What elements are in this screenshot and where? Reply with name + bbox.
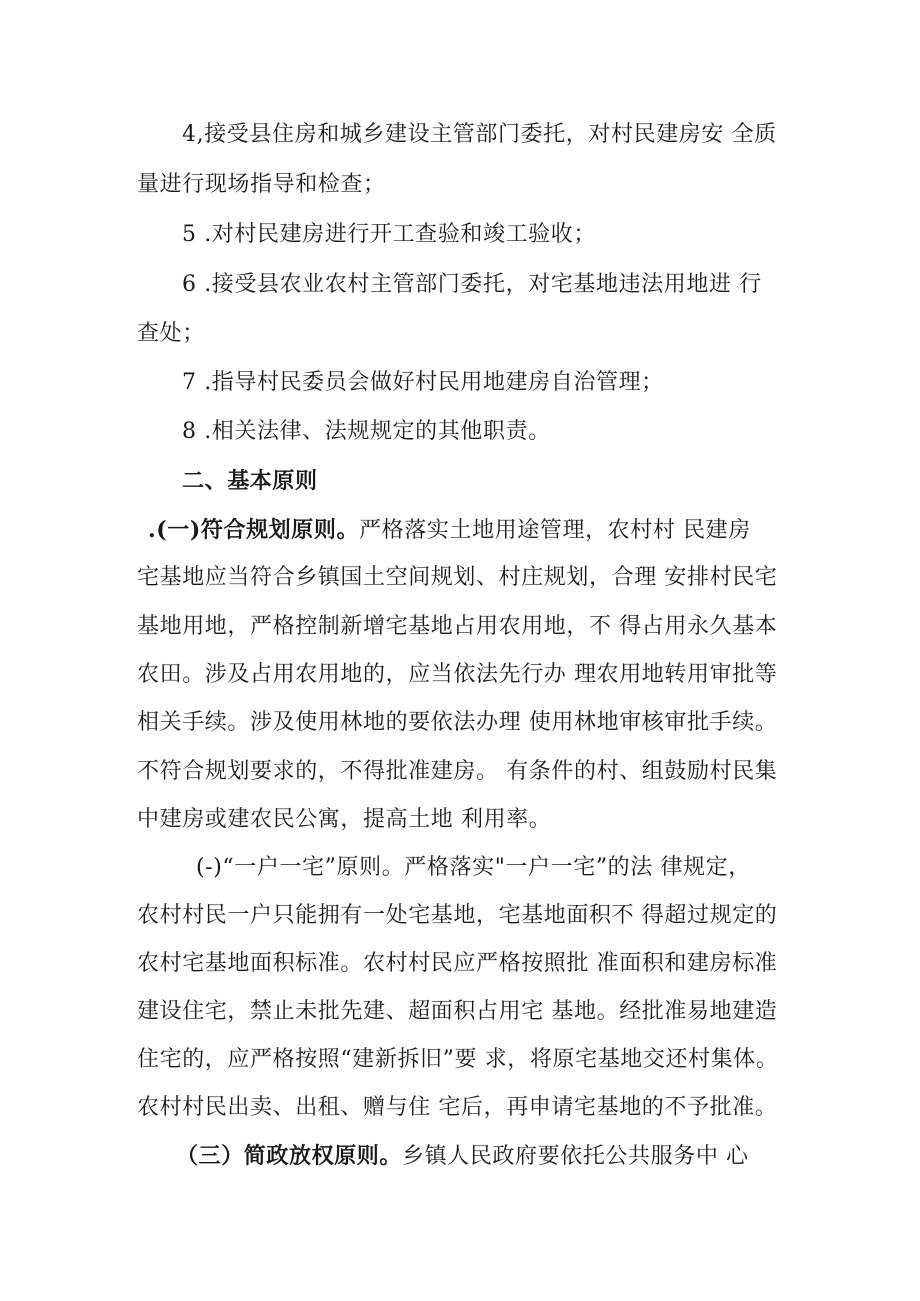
paragraph-line: 农村宅基地面积标准。农村村民应严格按照批 准面积和建房标准 <box>137 951 778 976</box>
principle-1-line <box>148 515 751 546</box>
paragraph-line: 建设住宅，禁止未批先建、超面积占用宅 基地。经批准易地建造 <box>137 999 778 1024</box>
principle-1-heading: .(一)符合规划原则。 <box>148 517 360 543</box>
paragraph-line: 农村村民出卖、出租、赠与住 宅后，再申请宅基地的不予批准。 <box>137 1095 778 1120</box>
principle-1-text: 严格落实土地用途管理，农村村 民建房 <box>359 518 751 543</box>
paragraph-line: (-)“一户一宅”原则。严格落实"一户一宅”的法 律规定， <box>196 855 751 880</box>
paragraph-line: 8 .相关法律、法规规定的其他职责。 <box>182 419 551 444</box>
paragraph-line: 宅基地应当符合乡镇国土空间规划、村庄规划，合理 安排村民宅 <box>137 565 778 590</box>
paragraph-line: 农村村民一户只能拥有一处宅基地，宅基地面积不 得超过规定的 <box>137 903 778 928</box>
principle-3-line <box>176 1141 749 1172</box>
paragraph-line: 7 .指导村民委员会做好村民用地建房自治管理； <box>182 370 664 395</box>
paragraph-line: 中建房或建农民公寓，提高土地 利用率。 <box>137 807 552 832</box>
section-heading: 二、基本原则 <box>182 468 318 494</box>
paragraph-line: 6 .接受县农业农村主管部门委托，对宅基地违法用地进 行 <box>182 272 762 297</box>
paragraph-line: 基地用地，严格控制新增宅基地占用农用地，不 得占用永久基本 <box>137 614 778 639</box>
paragraph-line: 5 .对村民建房进行开工查验和竣工验收； <box>182 222 596 247</box>
paragraph-line: 住宅的，应严格按照“建新拆旧”要 求，将原宅基地交还村集体。 <box>137 1047 779 1072</box>
paragraph-line: 不符合规划要求的，不得批准建房。 有条件的村、组鼓励村民集 <box>137 759 778 784</box>
principle-3-text: 乡镇人民政府要依托公共服务中 心 <box>402 1144 749 1169</box>
paragraph-line: 4,接受县住房和城乡建设主管部门委托，对村民建房安 全质 <box>182 122 777 147</box>
paragraph-line: 查处； <box>137 321 205 346</box>
principle-3-heading: （三）简政放权原则。 <box>176 1143 403 1169</box>
paragraph-line: 相关手续。涉及使用林地的要依法办理 使用林地审核审批手续。 <box>137 710 778 735</box>
paragraph-line: 农田。涉及占用农用地的，应当依法先行办 理农用地转用审批等 <box>137 662 778 687</box>
paragraph-line: 量进行现场指导和检查； <box>137 172 386 197</box>
